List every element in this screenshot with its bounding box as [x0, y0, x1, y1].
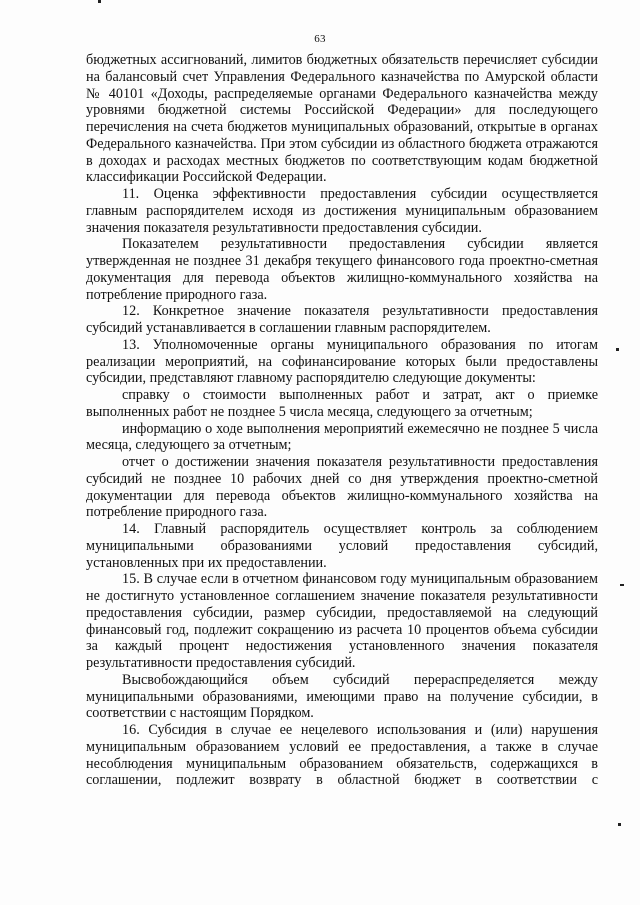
paragraph-15: 15. В случае если в отчетном финансовом году муниципальным образованием не достигнуто установленное соглашением значение показателя результативности предоставления субсидии, размер субсидии, предоставляемой на следующий финансовый год, подлежит сокращению из расчета 10 процентов объема субсидии за каждый процент недостижения установленного значения показателя результативности предоставления субсидий. — [86, 571, 598, 671]
document-body — [86, 52, 598, 789]
paragraph-14: 14. Главный распорядитель осуществляет контроль за соблюдением муниципальными образованиями условий предоставления субсидий, установленных при их предоставлении. — [86, 521, 598, 571]
paragraph-15-redistribution: Высвобождающийся объем субсидий перераспределяется между муниципальными образованиями, имеющими право на получение субсидии, в соответствии с настоящим Порядком. — [86, 671, 598, 722]
paragraph-13-item-2: информацию о ходе выполнения мероприятий ежемесячно не позднее 5 числа месяца, следующего за отчетным; — [86, 420, 598, 454]
paragraph-11: 11. Оценка эффективности предоставления субсидии осуществляется главным распорядителем исходя из достижения муниципальным образованием значения показателя результативности предоставления субсидии. — [86, 186, 598, 236]
paragraph-continuation: бюджетных ассигнований, лимитов бюджетных обязательств перечисляет субсидии на балансовый счет Управления Федерального казначейства по Амурской области № 40101 «Доходы, распределяемые органами Федерального казначейства между уровнями бюджетной системы Российской Федерации» для последующего перечисления на счета бюджетов муниципальных образований, открытые в органах Федерального казначейства. При этом субсидии из областного бюджета отражаются в доходах и расходах местных бюджетов по соответствующим кодам бюджетной классификации Российской Федерации. — [86, 52, 598, 186]
scan-speck — [616, 348, 619, 351]
paragraph-12: 12. Конкретное значение показателя результативности предоставления субсидий устанавливается в соглашении главным распорядителем. — [86, 303, 598, 336]
paragraph-13: 13. Уполномоченные органы муниципального образования по итогам реализации мероприятий, на софинансирование которых были предоставлены субсидии, представляют главному распорядителю следующие документы: — [86, 336, 598, 387]
paragraph-16: 16. Субсидия в случае ее нецелевого использования и (или) нарушения муниципальным образованием условий ее предоставления, а также в случае несоблюдения муниципальным образованием обязательств, содержащихся в соглашении, подлежит возврату в областной бюджет в соответствии с — [86, 722, 598, 789]
page-number: 63 — [314, 33, 326, 45]
paragraph-indicator: Показателем результативности предоставления субсидии является утвержденная не позднее 31 декабря текущего финансового года проектно-сметная документация для перевода объектов жилищно-коммунального хозяйства на потребление природного газа. — [86, 236, 598, 303]
scan-speck — [620, 584, 624, 586]
scan-speck — [98, 0, 101, 3]
paragraph-13-item-1: справку о стоимости выполненных работ и затрат, акт о приемке выполненных работ не позднее 5 числа месяца, следующего за отчетным; — [86, 387, 598, 420]
scan-speck — [618, 823, 621, 826]
paragraph-13-item-3: отчет о достижении значения показателя результативности предоставления субсидий не позднее 10 рабочих дней со дня утверждения проектно-сметной документации для перевода объектов жилищно-коммунального хозяйства на потребление природного газа. — [86, 454, 598, 521]
